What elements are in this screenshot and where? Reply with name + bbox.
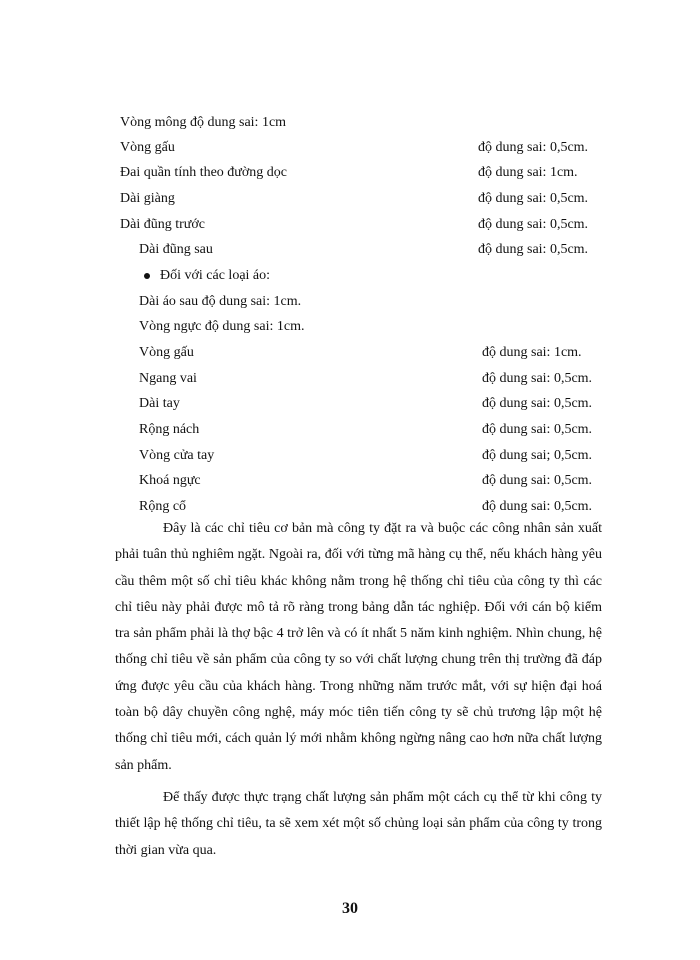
bullet-heading: Đối với các loại áo: <box>160 268 271 283</box>
spec-tolerance: độ dung sai; 0,5cm. <box>482 448 593 463</box>
spec-label: Dài tay <box>139 396 180 411</box>
spec-label: Dài áo sau độ dung sai: 1cm. <box>139 294 302 309</box>
spec-label: Ngang vai <box>139 371 197 386</box>
spec-label: Vòng gấu <box>120 140 175 155</box>
spec-tolerance: độ dung sai: 0,5cm. <box>478 140 589 155</box>
body-text <box>115 516 602 864</box>
spec-tolerance: độ dung sai: 0,5cm. <box>482 396 593 411</box>
spec-label: Dài đũng sau <box>139 242 213 257</box>
spec-tolerance: độ dung sai: 0,5cm. <box>482 473 593 488</box>
spec-tolerance: độ dung sai: 1cm. <box>482 345 582 360</box>
page-number: 30 <box>342 900 358 917</box>
spec-label: Vòng mông độ dung sai: 1cm <box>120 115 287 130</box>
spec-label: Vòng cửa tay <box>139 448 215 463</box>
spec-label: Vòng gấu <box>139 345 194 360</box>
spec-label: Vòng ngực độ dung sai: 1cm. <box>139 319 305 334</box>
spec-label: Rộng cổ <box>139 499 187 514</box>
spec-label: Dài giàng <box>120 191 175 206</box>
paragraph: Để thấy được thực trạng chất lượng sản phẩm một cách cụ thể từ khi công ty thiết lập hệ thống chỉ tiêu, ta sẽ xem xét một số chủng loại sản phẩm của công ty trong thời gian vừa qua. <box>115 789 602 858</box>
spec-tolerance: độ dung sai: 0,5cm. <box>478 217 589 232</box>
bullet-icon <box>144 273 150 279</box>
spec-tolerance: độ dung sai: 0,5cm. <box>482 499 593 514</box>
spec-tolerance: độ dung sai: 1cm. <box>478 165 578 180</box>
spec-label: Đai quần tính theo đường dọc <box>120 165 288 180</box>
spec-label: Khoá ngực <box>139 473 201 488</box>
spec-tolerance: độ dung sai: 0,5cm. <box>478 242 589 257</box>
paragraph: Đây là các chỉ tiêu cơ bản mà công ty đặt ra và buộc các công nhân sản xuất phải tuân thủ nghiêm ngặt. Ngoài ra, đối với từng mã hàng cụ thể, nếu khách hàng yêu cầu thêm một số chỉ tiêu khác không nằm trong hệ thống chỉ tiêu của công ty thì các chỉ tiêu này phải được mô tả rõ ràng trong bảng dẫn tác nghiệp. Đối với cán bộ kiểm tra sản phẩm phải là thợ bậc 4 trở lên và có ít nhất 5 năm kinh nghiệm. Nhìn chung, hệ thống chỉ tiêu về sản phẩm của công ty so với chất lượng chung trên thị trường đã đáp ứng được yêu cầu của khách hàng. Trong những năm trước mắt, với sự hiện đại hoá toàn bộ dây chuyền công nghệ, máy móc tiên tiến công ty sẽ chủ trương lập một hệ thống chỉ tiêu mới, cách quản lý mới nhằm không ngừng nâng cao hơn nữa chất lượng sản phẩm. <box>115 521 602 773</box>
spec-tolerance: độ dung sai: 0,5cm. <box>482 422 593 437</box>
spec-label: Rộng nách <box>139 422 200 437</box>
spec-tolerance: độ dung sai: 0,5cm. <box>482 371 593 386</box>
spec-tolerance: độ dung sai: 0,5cm. <box>478 191 589 206</box>
spec-label: Dài đũng trước <box>120 217 205 232</box>
